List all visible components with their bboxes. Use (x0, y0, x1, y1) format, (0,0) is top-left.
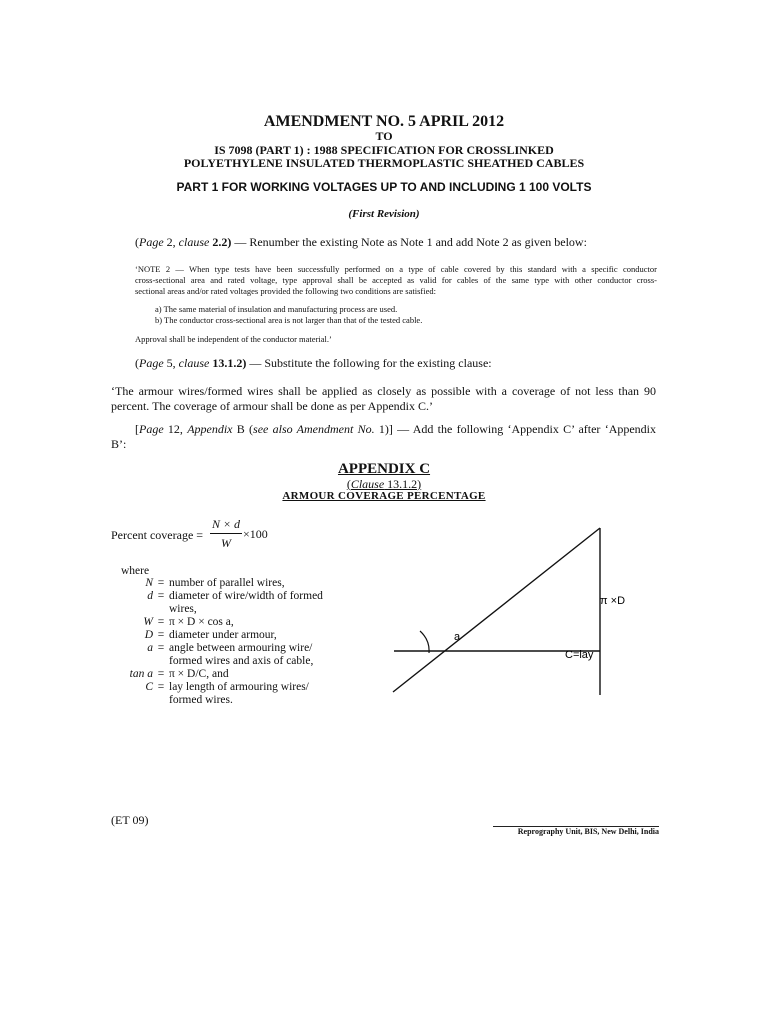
clause-number: 13.1.2) (209, 356, 247, 370)
definition-text: number of parallel wires, (169, 577, 285, 589)
definition-text: π × D × cos a, (169, 616, 234, 628)
clause-number: 2.2) (209, 235, 232, 249)
angle-arc (420, 631, 429, 653)
definition-symbol: D (144, 629, 153, 641)
lay-length-label: C=lay (565, 649, 594, 661)
revision-label: (First Revision) (348, 208, 420, 220)
note2-line2: cross-sectional area and rated voltage, type approval shall be accepted as valid for cables of the same type with other conductor cross- (135, 275, 657, 285)
definition-text: lay length of armouring wires/ (169, 681, 309, 693)
equals-sign: = (157, 616, 165, 628)
appendix-letter: B ( (232, 422, 254, 436)
formula-multiplier: ×100 (243, 527, 268, 541)
definition-symbol: tan a (129, 668, 153, 680)
equals-sign (153, 603, 169, 616)
definition-row (109, 616, 351, 629)
clause-word: Clause (350, 477, 385, 491)
paren: ( (135, 356, 139, 370)
definition-symbol (109, 694, 153, 707)
definition-symbol: d (147, 590, 153, 602)
appendix-subheading: ARMOUR COVERAGE PERCENTAGE (282, 490, 486, 502)
formula-label: Percent coverage = (111, 528, 204, 542)
committee-code: (ET 09) (111, 813, 149, 827)
angle-label: a (454, 631, 461, 643)
equals-sign: = (157, 642, 165, 654)
equals-sign: = (157, 577, 165, 589)
standard-title-line2: POLYETHYLENE INSULATED THERMOPLASTIC SHEATHED CABLES (183, 156, 585, 170)
definition-row (109, 681, 351, 694)
amendment-title: AMENDMENT NO. 5 APRIL 2012 (263, 113, 505, 130)
clause-word: clause (178, 235, 210, 249)
equals-sign: = (157, 681, 165, 693)
instruction-text: — Add the following ‘Appendix C’ after ‘Appendix (392, 422, 657, 436)
formula-denominator: W (221, 536, 231, 550)
definition-text: angle between armouring wire/ (169, 642, 313, 654)
formula-numerator: N × d (211, 517, 241, 531)
condition-a: a) The same material of insulation and manufacturing process are used. (155, 304, 398, 314)
condition-b: b) The conductor cross-sectional area is not larger than that of the tested cable. (155, 315, 423, 325)
appendix-word: Appendix (187, 422, 233, 436)
part-title: PART 1 FOR WORKING VOLTAGES UP TO AND INCLUDING 1 100 VOLTS (176, 180, 592, 194)
definition-row (109, 590, 351, 603)
amend2-text-line2: percent. The coverage of armour shall be done as per Appendix C.’ (111, 399, 433, 413)
definition-row (109, 629, 351, 642)
definition-row (109, 642, 351, 655)
page-number: 5, (163, 356, 179, 370)
definition-row (109, 603, 351, 616)
armour-lay-diagram (380, 520, 670, 700)
definition-row (109, 577, 351, 590)
page-word: Page (139, 356, 164, 370)
note2-line1: ‘NOTE 2 — When type tests have been successfully performed on a type of cable covered by this standard with a specific conductor (135, 264, 657, 274)
equals-sign: = (157, 590, 165, 602)
definition-text: π × D/C, and (169, 668, 229, 680)
footer-credit: Reprography Unit, BIS, New Delhi, India (517, 827, 659, 836)
definition-text: formed wires. (169, 694, 233, 706)
definition-symbol (109, 655, 153, 668)
definition-text: diameter under armour, (169, 629, 277, 641)
clause-number: 13.1.2) (384, 477, 422, 491)
paren: ( (135, 235, 139, 249)
circumference-label: π ×D (600, 595, 626, 607)
definition-text: wires, (169, 603, 197, 615)
paren: ( (346, 477, 351, 491)
definition-row (109, 655, 351, 668)
clause-word: clause (178, 356, 210, 370)
amend2-text-line1: ‘The armour wires/formed wires shall be applied as closely as possible with a coverage of not less than 90 (111, 384, 656, 398)
definition-row (109, 668, 351, 681)
amend3-line2: B’: (111, 437, 127, 451)
standard-title: IS 7098 (PART 1) : 1988 SPECIFICATION FOR CROSSLINKED (214, 143, 554, 157)
definition-text: diameter of wire/width of formed (169, 590, 323, 602)
equals-sign (153, 655, 169, 668)
definition-row (109, 694, 351, 707)
where-label: where (121, 565, 150, 577)
fraction-bar (210, 533, 242, 534)
appendix-heading: APPENDIX C (337, 461, 431, 477)
definition-symbol: N (145, 577, 153, 589)
page-number: 2, (163, 235, 179, 249)
amend3-instruction (135, 422, 656, 437)
definition-symbol (109, 603, 153, 616)
diagonal-wire-line (393, 528, 600, 692)
definition-symbol: a (147, 642, 153, 654)
amend2-instruction (135, 356, 675, 371)
equals-sign: = (157, 668, 165, 680)
page-word: Page (139, 235, 164, 249)
definition-text: formed wires and axis of cable, (169, 655, 314, 667)
see-also-number: 1)] (374, 422, 393, 436)
see-also-text: see also Amendment No. (253, 422, 375, 436)
page-number: 12, (163, 422, 188, 436)
approval-note: Approval shall be independent of the conductor material.’ (135, 334, 332, 344)
page-word: Page (139, 422, 164, 436)
to-label: TO (375, 129, 393, 143)
amend1-instruction (135, 235, 675, 250)
instruction-text: — Substitute the following for the existing clause: (246, 356, 492, 370)
note2-line3: sectional areas and/or rated voltages provided the following two conditions are satisfied: (135, 286, 436, 296)
definition-symbol: C (145, 681, 153, 693)
equals-sign (153, 694, 169, 707)
equals-sign: = (157, 629, 165, 641)
instruction-text: — Renumber the existing Note as Note 1 and add Note 2 as given below: (231, 235, 587, 249)
bracket: [ (135, 422, 139, 436)
definition-symbol: W (143, 616, 153, 628)
